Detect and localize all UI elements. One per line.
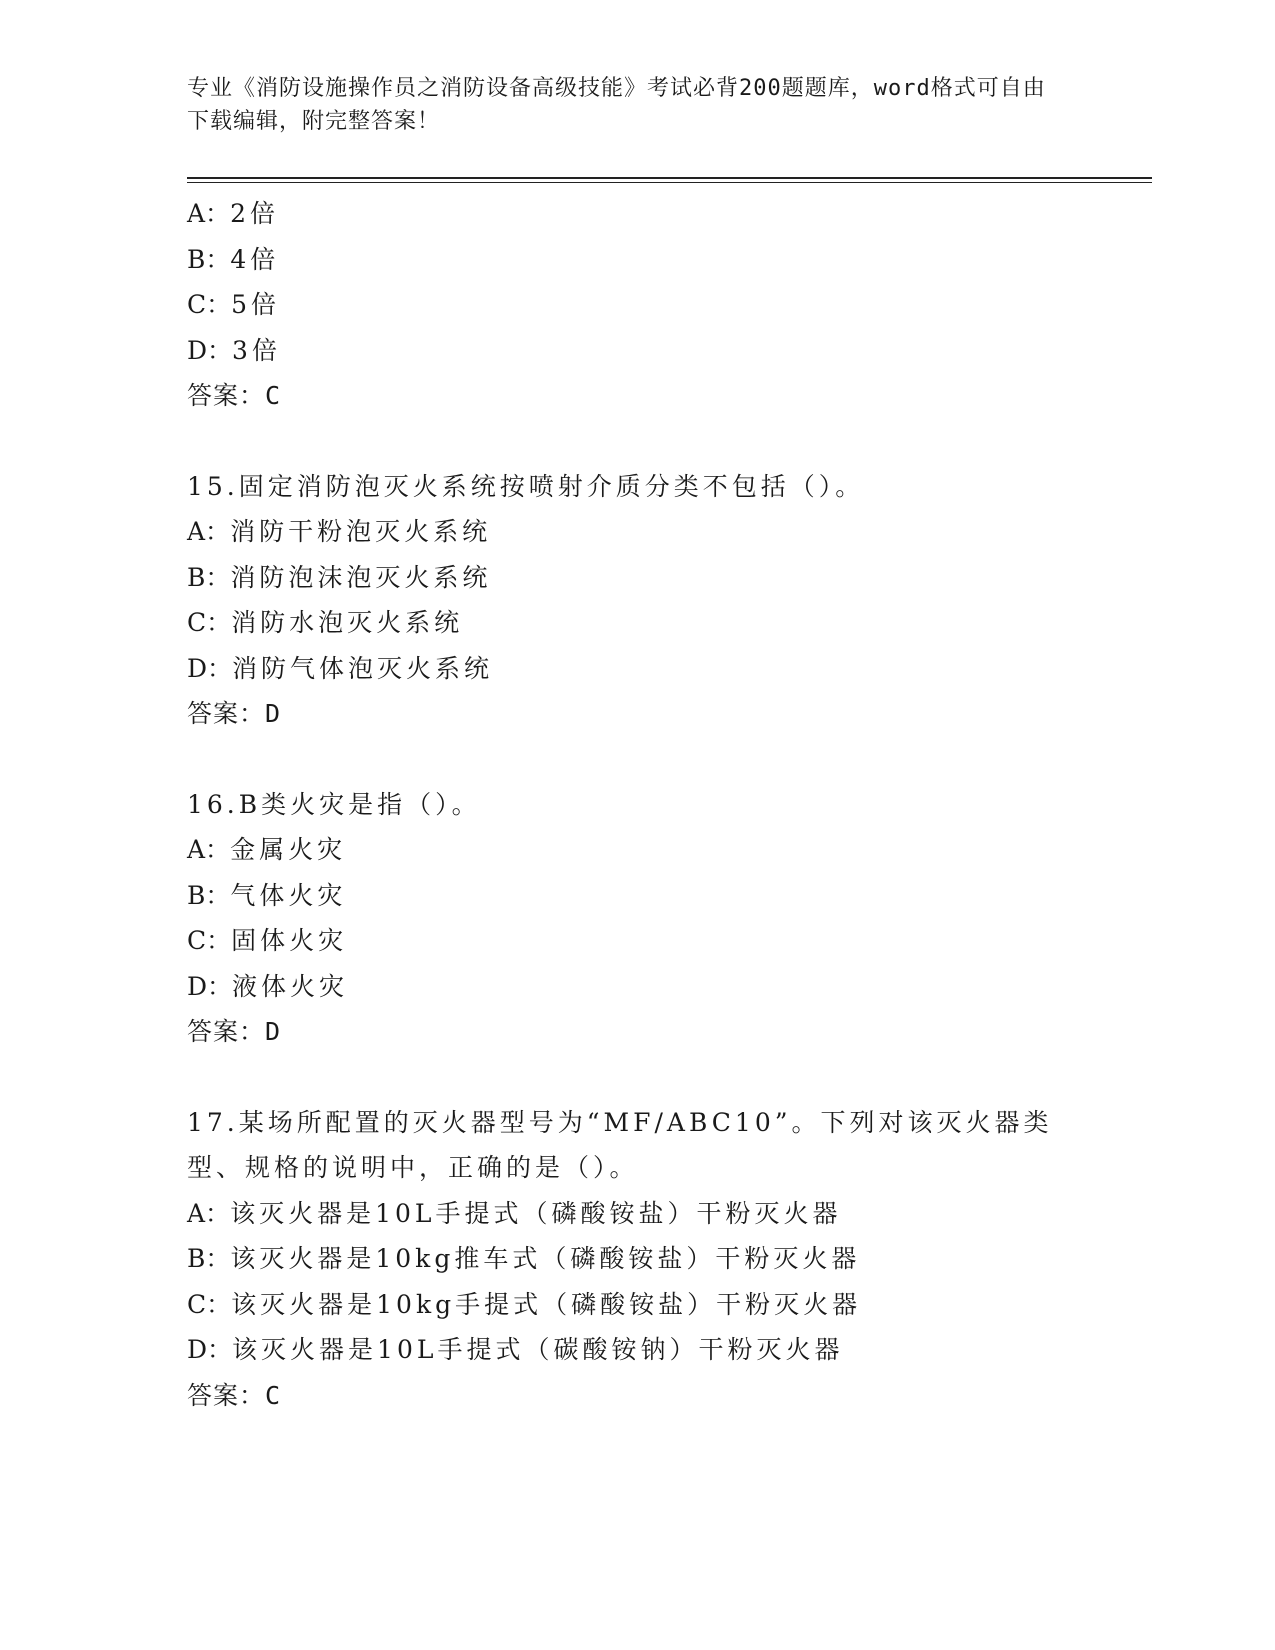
header-divider-thick <box>187 177 1152 179</box>
question-stem: 16.B类火灾是指（）。 <box>187 789 481 819</box>
question-stem: 17.某场所配置的灭火器型号为“MF/ABC10”。下列对该灭火器类型、规格的说明中，正确的是（）。 <box>187 1107 1053 1182</box>
option-b: B：气体火灾 <box>187 880 347 910</box>
option-c: C：固体火灾 <box>187 926 348 955</box>
option-b: B：消防泡沫泡灭火系统 <box>187 562 492 592</box>
question-block <box>187 464 1147 737</box>
question-stem: 15.固定消防泡灭火系统按喷射介质分类不包括（）。 <box>187 471 865 501</box>
question-list <box>187 191 1147 1463</box>
answer-line: 答案：C <box>187 381 282 410</box>
option-d: D：消防气体泡灭火系统 <box>187 653 494 683</box>
question-block <box>187 1100 1147 1419</box>
option-c: C：消防水泡灭火系统 <box>187 608 464 637</box>
option-c: C：5倍 <box>187 290 281 319</box>
question-block <box>187 191 1147 419</box>
option-a: A：该灭火器是10L手提式（磷酸铵盐）干粉灭火器 <box>187 1198 842 1228</box>
document-header: 专业《消防设施操作员之消防设备高级技能》考试必背200题题库，word格式可自由下载编辑，附完整答案！ <box>187 76 1046 134</box>
option-d: D：液体火灾 <box>187 971 349 1001</box>
option-a: A：2倍 <box>187 199 279 228</box>
answer-line: 答案：D <box>187 1017 282 1046</box>
option-a: A：金属火灾 <box>187 835 347 864</box>
header-divider-thin <box>187 182 1152 183</box>
question-block <box>187 782 1147 1055</box>
answer-line: 答案：C <box>187 1380 282 1410</box>
option-d: D：该灭火器是10L手提式（碳酸铵钠）干粉灭火器 <box>187 1335 844 1364</box>
option-b: B：该灭火器是10kg推车式（磷酸铵盐）干粉灭火器 <box>187 1244 861 1273</box>
option-a: A：消防干粉泡灭火系统 <box>187 517 492 546</box>
answer-line: 答案：D <box>187 699 282 728</box>
option-d: D：3倍 <box>187 335 281 365</box>
option-b: B：4倍 <box>187 244 280 274</box>
option-c: C：该灭火器是10kg手提式（磷酸铵盐）干粉灭火器 <box>187 1289 862 1319</box>
